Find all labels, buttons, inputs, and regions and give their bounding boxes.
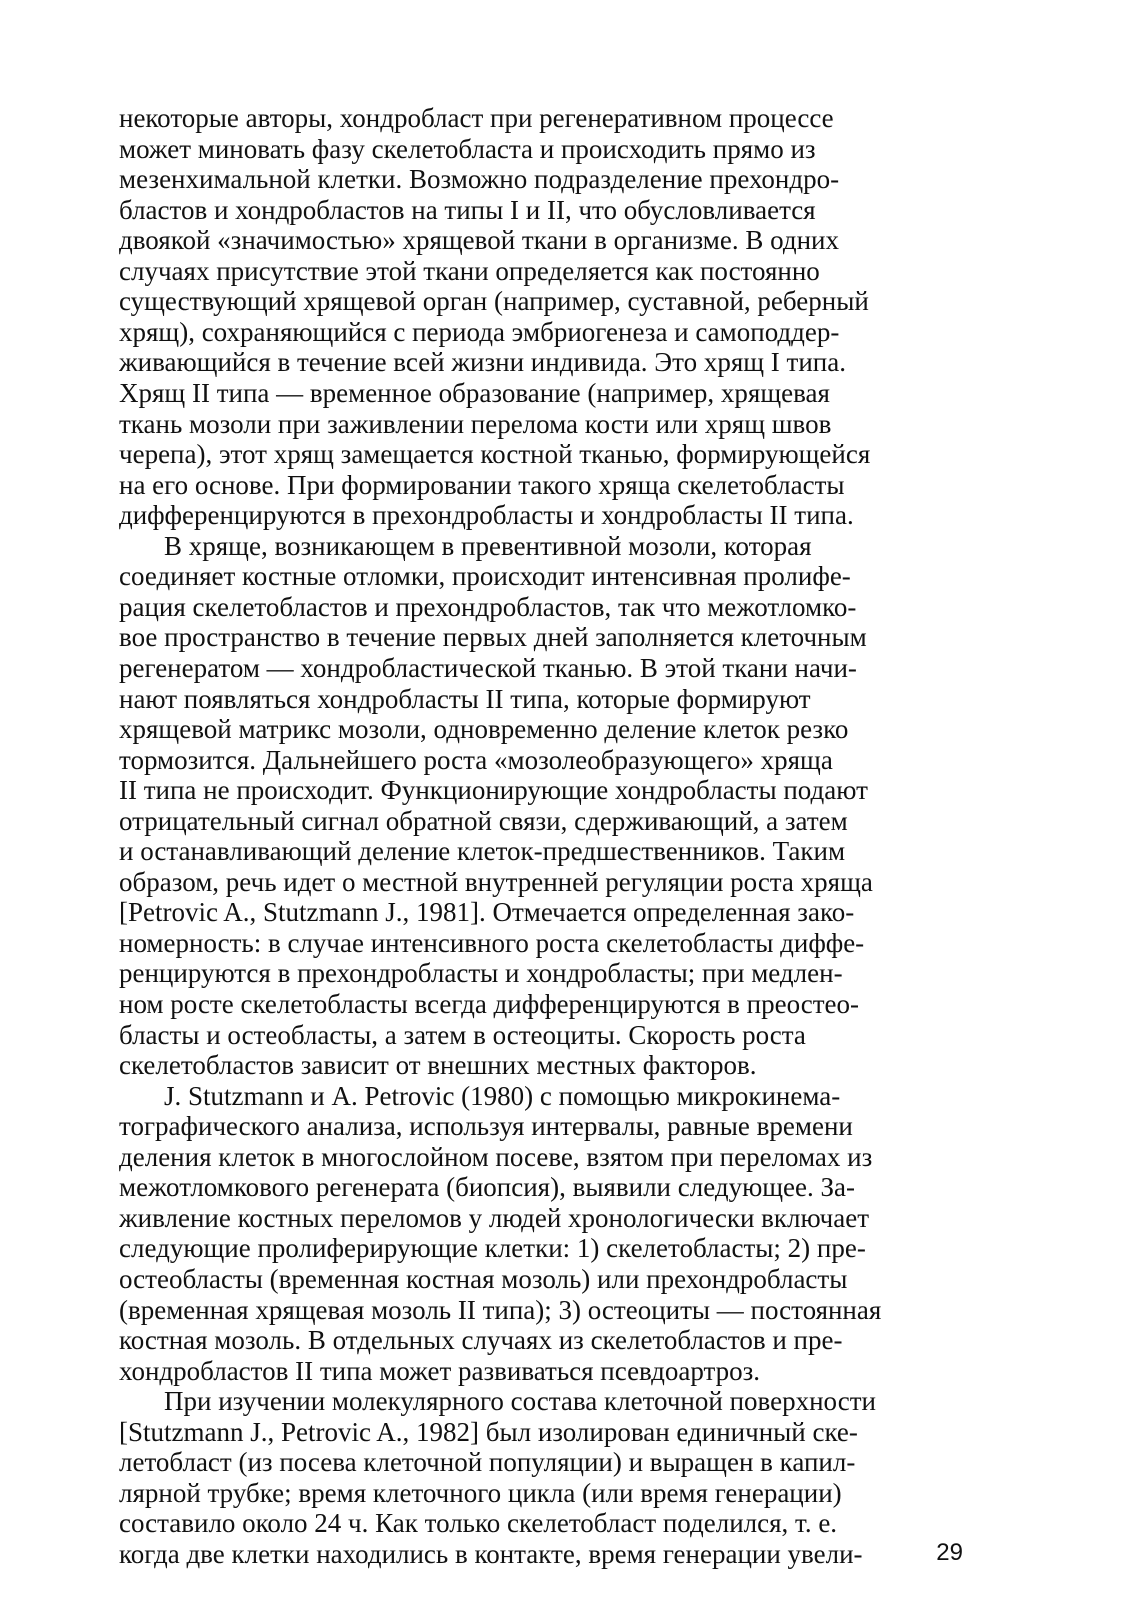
text-line: ренцируются в прехондробласты и хондробласты; при медлен- <box>119 958 843 989</box>
text-line: дифференцируются в прехондробласты и хондробласты II типа. <box>119 500 854 531</box>
text-line: лярной трубке; время клеточного цикла (или время генерации) <box>119 1477 842 1508</box>
text-line: деления клеток в многослойном посеве, взятом при переломах из <box>119 1141 873 1172</box>
text-line: ном росте скелетобласты всегда дифференцируются в преостео- <box>119 989 859 1019</box>
text-line: летобласт (из посева клеточной популяции) и выращен в капил- <box>119 1447 856 1478</box>
text-line: бласты и остеобласты, а затем в остеоциты. Скорость роста <box>119 1019 806 1050</box>
text-line: может миновать фазу скелетобласта и происходить прямо из <box>119 133 816 164</box>
text-line: Хрящ II типа — временное образование (например, хрящевая <box>119 377 830 408</box>
text-line: случаях присутствие этой ткани определяется как постоянно <box>119 255 820 286</box>
text-line: тормозится. Дальнейшего роста «мозолеобразующего» хряща <box>119 744 833 775</box>
text-line: скелетобластов зависит от внешних местных факторов. <box>119 1050 757 1081</box>
text-line: При изучении молекулярного состава клеточной поверхности <box>164 1386 876 1417</box>
text-line: В хряще, возникающем в превентивной мозоли, которая <box>164 530 812 561</box>
text-line: отрицательный сигнал обратной связи, сдерживающий, а затем <box>119 805 848 836</box>
text-line: (временная хрящевая мозоль II типа); 3) остеоциты — постоянная <box>119 1294 882 1325</box>
text-line: регенератом — хондробластической тканью. В этой ткани начи- <box>119 652 857 683</box>
text-line: II типа не происходит. Функционирующие хондробласты подают <box>119 775 868 806</box>
text-line: остеобласты (временная костная мозоль) или прехондробласты <box>119 1263 848 1294</box>
text-line: [Stutzmann J., Petrovic A., 1982] был изолирован единичный ске- <box>119 1416 858 1447</box>
text-line: [Petrovic A., Stutzmann J., 1981]. Отмечается определенная зако- <box>119 897 855 928</box>
text-line: ткань мозоли при заживлении перелома кости или хрящ швов <box>119 408 832 439</box>
page-number: 29 <box>936 1539 963 1566</box>
text-line: двоякой «значимостью» хрящевой ткани в организме. В одних <box>119 225 839 256</box>
text-line: номерность: в случае интенсивного роста скелетобласты диффе- <box>119 927 865 958</box>
text-line: когда две клетки находились в контакте, время генерации увели- <box>119 1538 863 1569</box>
text-line: черепа), этот хрящ замещается костной тканью, формирующейся <box>119 439 871 470</box>
text-line: хрящевой матрикс мозоли, одновременно деление клеток резко <box>119 714 849 744</box>
text-line: и останавливающий деление клеток-предшественников. Таким <box>119 836 846 867</box>
text-line: составило около 24 ч. Как только скелетобласт поделился, т. е. <box>119 1508 838 1539</box>
text-line: некоторые авторы, хондробласт при регенеративном процессе <box>119 103 834 133</box>
text-line: хондробластов II типа может развиваться псевдоартроз. <box>119 1355 761 1386</box>
text-line: межотломкового регенерата (биопсия), выявили следующее. За- <box>119 1172 856 1203</box>
text-line: бластов и хондробластов на типы I и II, что обусловливается <box>119 194 816 225</box>
text-line: образом, речь идет о местной внутренней регуляции роста хряща <box>119 866 873 897</box>
text-line: рация скелетобластов и прехондробластов, так что межотломко- <box>119 591 857 622</box>
text-line: следующие пролиферирующие клетки: 1) скелетобласты; 2) пре- <box>119 1233 866 1264</box>
text-line: живающийся в течение всей жизни индивида. Это хрящ I типа. <box>119 347 846 378</box>
text-line: мезенхимальной клетки. Возможно подразделение прехондро- <box>119 164 840 195</box>
text-line: вое пространство в течение первых дней заполняется клеточным <box>119 622 867 653</box>
text-line: соединяет костные отломки, происходит интенсивная пролифе- <box>119 561 851 592</box>
text-line: хрящ), сохраняющийся с периода эмбриогенеза и самоподдер- <box>119 316 840 347</box>
text-line: тографического анализа, используя интервалы, равные времени <box>119 1111 853 1142</box>
text-line: нают появляться хондробласты II типа, которые формируют <box>119 683 811 714</box>
text-line: на его основе. При формировании такого хряща скелетобласты <box>119 469 845 500</box>
text-line: костная мозоль. В отдельных случаях из скелетобластов и пре- <box>119 1325 843 1355</box>
text-line: J. Stutzmann и A. Petrovic (1980) с помощью микрокинема- <box>164 1080 841 1111</box>
text-line: существующий хрящевой орган (например, суставной, реберный <box>119 286 869 317</box>
text-line: живление костных переломов у людей хронологически включает <box>119 1202 869 1233</box>
